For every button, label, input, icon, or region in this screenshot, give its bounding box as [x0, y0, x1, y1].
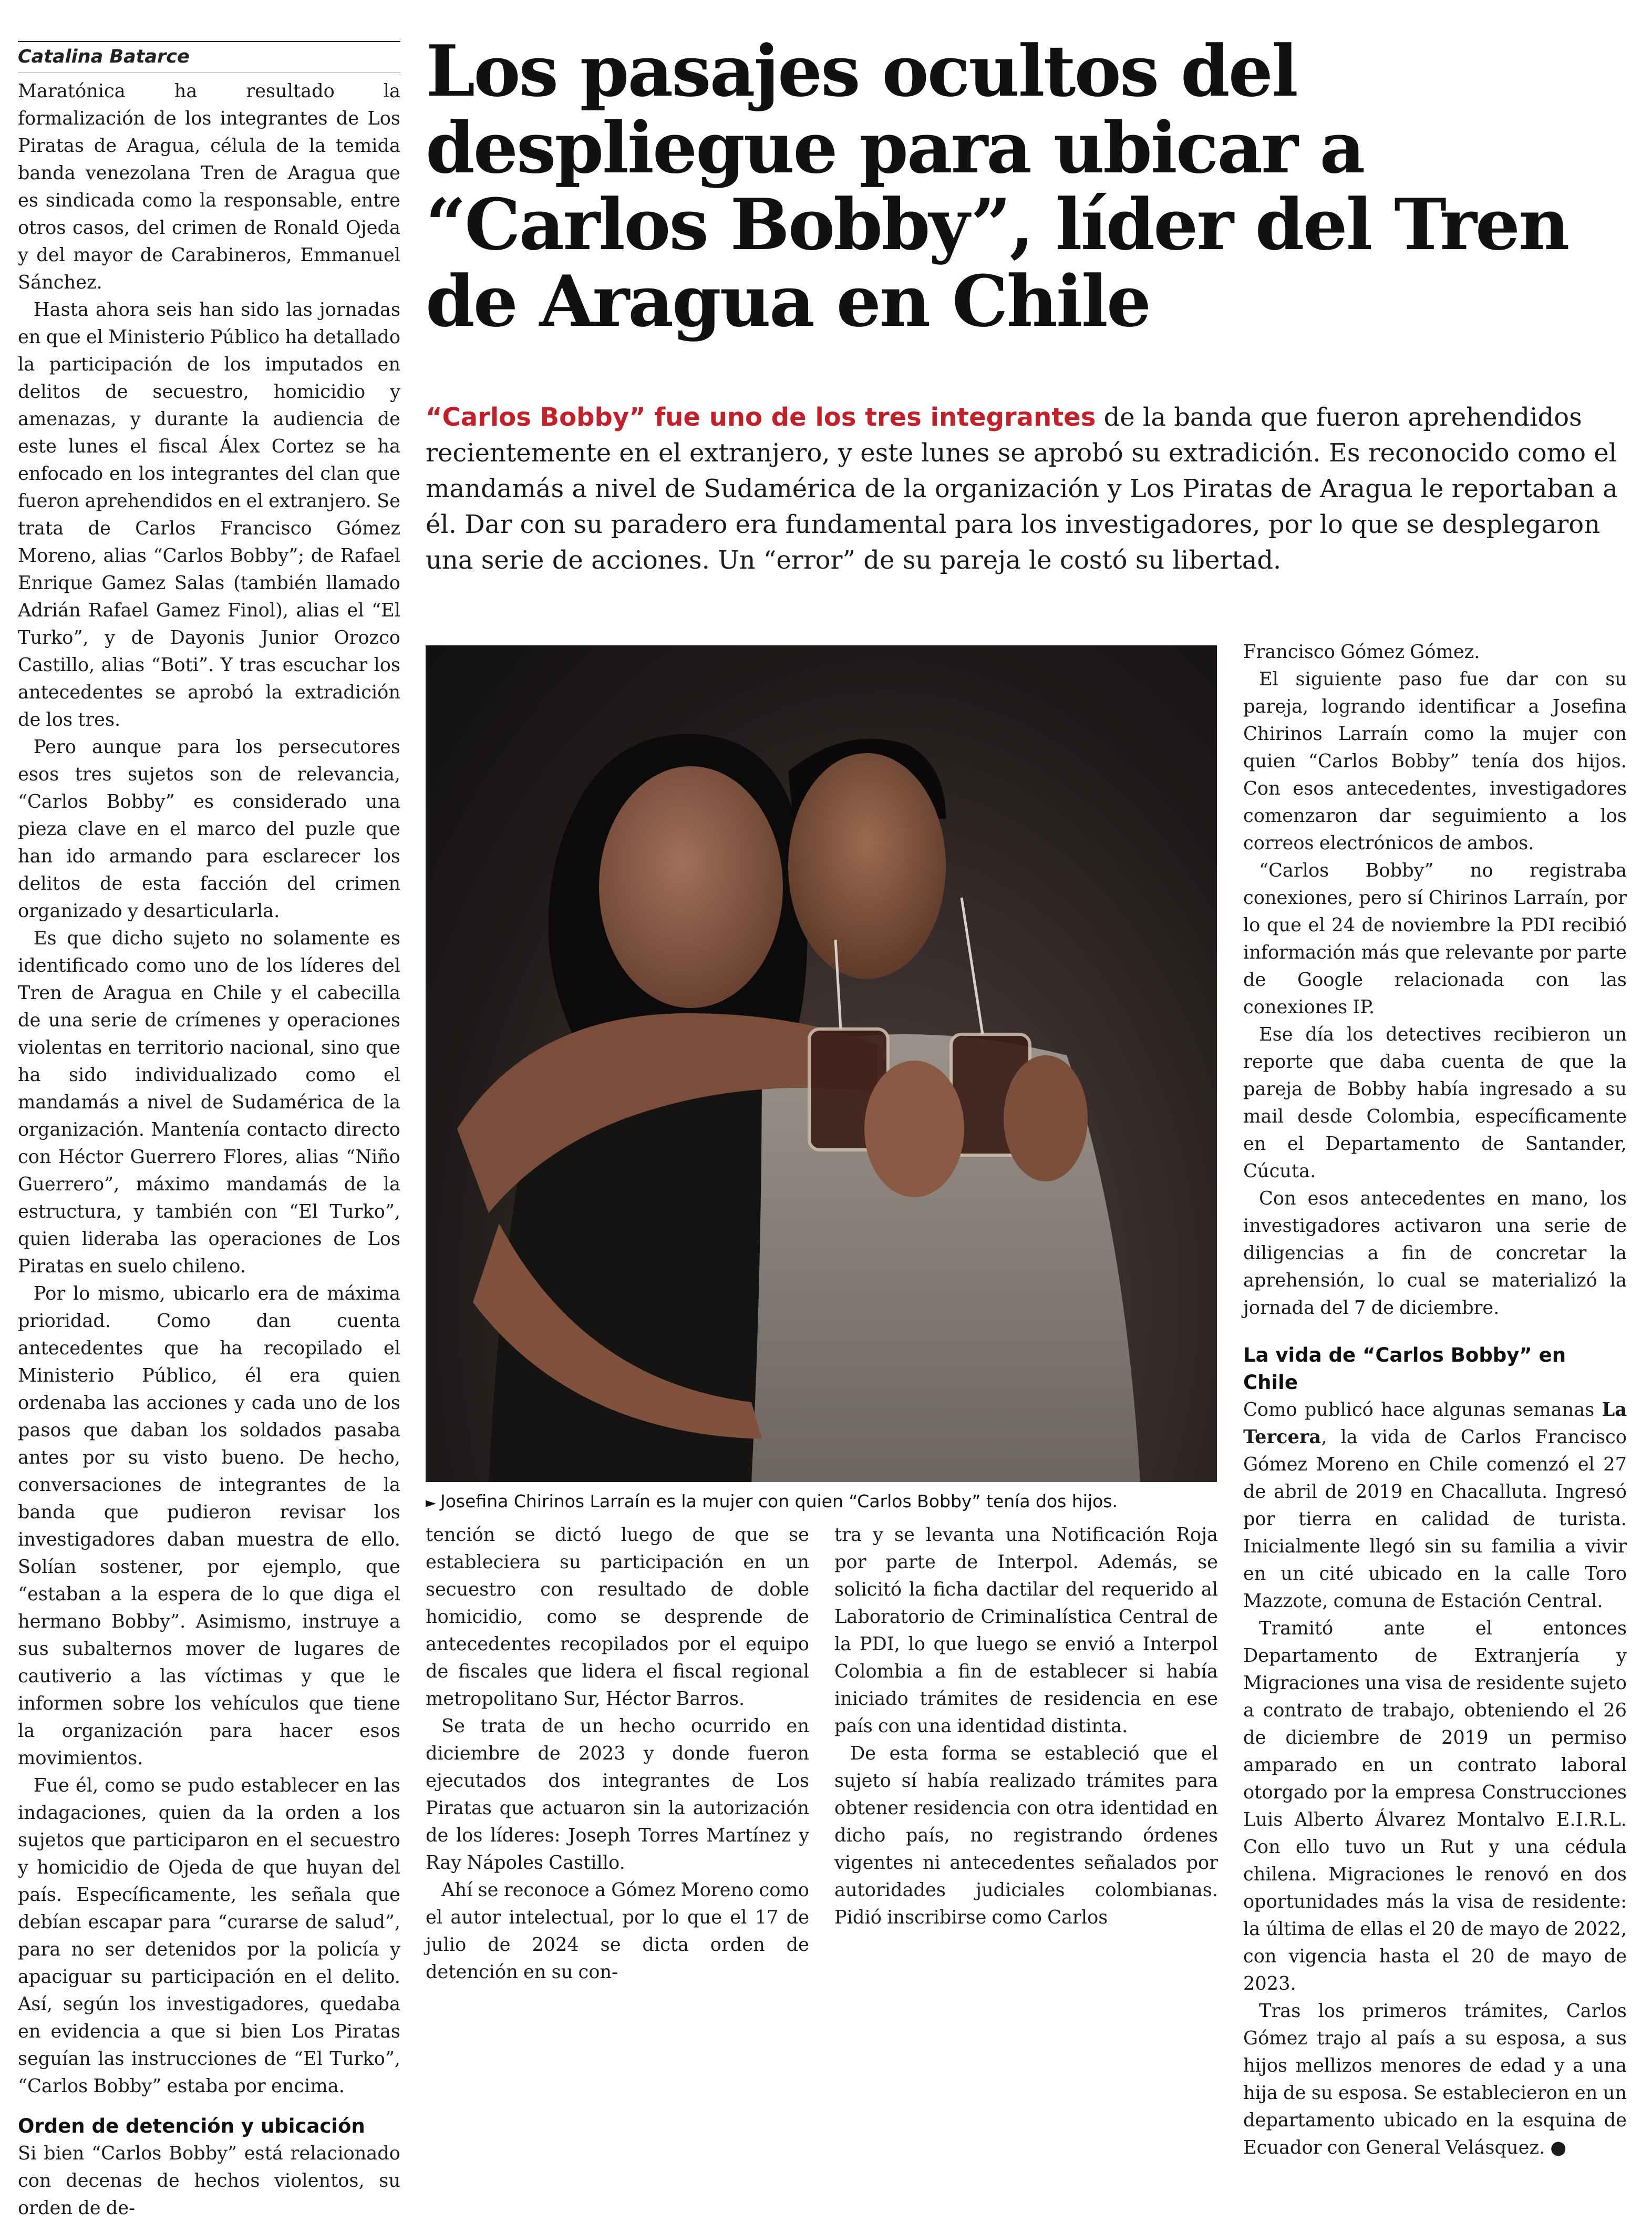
- end-mark-icon: ●: [1550, 2137, 1567, 2158]
- paragraph: tra y se levanta una Notificación Roja por parte de Interpol. Además, se solicitó la ficha dactilar del requerido al Laboratorio de Criminalística Central de la PDI, lo que luego se envió a Interpol Colombia a fin de establecer si había iniciado trámites de residencia en ese país con una identidad distinta.: [834, 1524, 1218, 1737]
- photo-caption: [426, 1489, 1217, 1515]
- paragraph: Pero aunque para los persecutores esos tres sujetos son de relevancia, “Carlos Bobby” es considerado una pieza clave en el marco del puzle que han ido armando para esclarecer los delitos de esta facción del crimen organizado y desarticularla.: [18, 736, 400, 922]
- paragraph: Maratónica ha resultado la formalización de los integrantes de Los Piratas de Aragua, célula de la temida banda venezolana Tren de Aragua que es sindicada como la responsable, entre otros casos, del crimen de Ronald Ojeda y del mayor de Carabineros, Emmanuel Sánchez.: [18, 80, 400, 293]
- paragraph: De esta forma se estableció que el sujeto sí había realizado trámites para obtener residencia con otra identidad en dicho país, no registrando órdenes vigentes ni antecedentes señalados por autoridades judiciales colombianas. Pidió inscribirse como Carlos: [834, 1743, 1218, 1928]
- paragraph: [1243, 1396, 1627, 1615]
- paragraph: Con esos antecedentes en mano, los investigadores activaron una serie de diligencias a fin de concretar la aprehensión, lo cual se materializó la jornada del 7 de diciembre.: [1243, 1188, 1627, 1319]
- paragraph: Es que dicho sujeto no solamente es identificado como uno de los líderes del Tren de Aragua en Chile y el cabecilla de una serie de crímenes y operaciones violentas en territorio nacional, sino que ha sido individualizado como el mandamás a nivel de Sudamérica de la organización. Mantenía contacto directo con Héctor Guerrero Flores, alias “Niño Guerrero”, máximo mandamás de la estructura, y también con “El Turko”, quien lideraba las operaciones de Los Piratas en suelo chileno.: [18, 928, 400, 1277]
- paragraph: tención se dictó luego de que se estableciera su participación en un secuestro con resultado de doble homicidio, como se desprende de antecedentes recopilados por el equipo de fiscales que lidera el fiscal regional metropolitano Sur, Héctor Barros.: [426, 1524, 809, 1710]
- publication-name: La Tercera: [1243, 1399, 1627, 1448]
- column-3: [834, 1521, 1218, 1931]
- paragraph: Hasta ahora seis han sido las jornadas en que el Ministerio Público ha detallado la participación de los imputados en delitos de secuestro, homicidio y amenazas, y durante la audiencia de este lunes el fiscal Álex Cortez se ha enfocado en los integrantes del clan que fueron aprehendidos en el extranjero. Se trata de Carlos Francisco Gómez Moreno, alias “Carlos Bobby”; de Rafael Enrique Gamez Salas (también llamado Adrián Rafael Gamez Finol), alias el “El Turko”, y de Dayonis Junior Orozco Castillo, alias “Boti”. Y tras escuchar los antecedentes se aprobó la extradición de los tres.: [18, 299, 400, 731]
- paragraph: Tramitó ante el entonces Departamento de Extranjería y Migraciones una visa de residente sujeto a contrato de trabajo, obteniendo el 26 de diciembre de 2019 un permiso amparado en un contrato laboral otorgado por la empresa Construcciones Luis Alberto Álvarez Montalvo E.I.R.L. Con ello tuvo un Rut y una cédula chilena. Migraciones le renovó en dos oportunidades más la visa de residente: la última de ellas el 20 de mayo de 2022, con vigencia hasta el 20 de mayo de 2023.: [1243, 1618, 1627, 1994]
- news-photo: [426, 645, 1217, 1482]
- paragraph: [1243, 1998, 1627, 2162]
- paragraph: Por lo mismo, ubicarlo era de máxima prioridad. Como dan cuenta antecedentes que ha recopilado el Ministerio Público, él era quien ordenaba las acciones y cada uno de los pasos que daban los soldados pasaba antes por su visto bueno. De hecho, conversaciones de integrantes de la banda que pudieron revisar los investigadores daban muestra de ello. Solían sostener, por ejemplo, que “estaban a la espera de lo que diga el hermano Bobby”. Asimismo, instruye a sus subalternos mover de lugares de cautiverio a las víctimas y que le informen sobre los vehículos que tiene la organización para hacer esos movimientos.: [18, 1283, 400, 1769]
- paragraph: El siguiente paso fue dar con su pareja, logrando identificar a Josefina Chirinos Larraín como la mujer con quien “Carlos Bobby” tenía dos hijos. Con esos antecedentes, investigadores comenzaron dar seguimiento a los correos electrónicos de ambos.: [1243, 668, 1627, 854]
- paragraph: Si bien “Carlos Bobby” está relacionado con decenas de hechos violentos, su orden de de-: [18, 2143, 400, 2219]
- column-1: [18, 78, 400, 2222]
- paragraph: Ese día los detectives recibieron un reporte que daba cuenta de que la pareja de Bobby había ingresado a su mail desde Colombia, específicamente en el Departamento de Santander, Cúcuta.: [1243, 1024, 1627, 1182]
- text-span: , la vida de Carlos Francisco Gómez Moreno en Chile comenzó el 27 de abril de 2019 en Chacalluta. Ingresó por tierra en calidad de turista. Inicialmente llegó sin su familia a vivir en un cité ubicado en la calle Toro Mazzote, comuna de Estación Central.: [1243, 1426, 1627, 1612]
- deck-lead: “Carlos Bobby” fue uno de los tres integrantes: [426, 403, 1096, 432]
- caption-arrow-icon: ►: [426, 1495, 436, 1511]
- subheading: La vida de “Carlos Bobby” en Chile: [1243, 1344, 1566, 1394]
- deck-text: de la banda que fueron aprehendidos recientemente en el extranjero, y este lunes se aprobó su extradición. Es reconocido como el mandamás a nivel de Sudamérica de la organización y Los Piratas de Aragua le reportaban a él. Dar con su paradero era fundamental para los investigadores, por lo que se desplegaron una serie de acciones. Un “error” de su pareja le costó su libertad.: [426, 403, 1618, 575]
- paragraph: Francisco Gómez Gómez.: [1243, 641, 1480, 663]
- photo-illustration: [426, 645, 1217, 1482]
- paragraph: Se trata de un hecho ocurrido en diciembre de 2023 y donde fueron ejecutados dos integrantes de Los Piratas que actuaron sin la autorización de los líderes: Joseph Torres Martínez y Ray Nápoles Castillo.: [426, 1715, 809, 1874]
- deck: [426, 399, 1629, 578]
- headline: Los pasajes ocultos del despliegue para ubicar a “Carlos Bobby”, líder del Tren de Aragua en Chile: [426, 29, 1568, 343]
- column-4: [1243, 639, 1627, 2162]
- caption-text: Josefina Chirinos Larraín es la mujer con quien “Carlos Bobby” tenía dos hijos.: [440, 1491, 1118, 1511]
- subheading: Orden de detención y ubicación: [18, 2115, 365, 2137]
- byline: Catalina Batarce: [18, 41, 400, 73]
- paragraph: “Carlos Bobby” no registraba conexiones, pero sí Chirinos Larraín, por lo que el 24 de noviembre la PDI recibió información más que relevante por parte de Google relacionada con las conexiones IP.: [1243, 860, 1627, 1018]
- paragraph: Fue él, como se pudo establecer en las indagaciones, quien da la orden a los sujetos que participaron en el secuestro y homicidio de Ojeda de que huyan del país. Específicamente, les señala que debían escapar para “curarse de salud”, para no ser detenidos por la policía y apaciguar su participación en el delito. Así, según los investigadores, quedaba en evidencia a que si bien Los Piratas seguían las instrucciones de “El Turko”, “Carlos Bobby” estaba por encima.: [18, 1775, 400, 2097]
- paragraph: Ahí se reconoce a Gómez Moreno como el autor intelectual, por lo que el 17 de julio de 2024 se dicta orden de detención en su con-: [426, 1879, 809, 1983]
- column-2: [426, 1521, 809, 1986]
- text-span: Como publicó hace algunas semanas: [1243, 1399, 1602, 1421]
- text-span: Tras los primeros trámites, Carlos Gómez trajo al país a su esposa, a sus hijos mellizos menores de edad y a una hija de su esposa. Se establecieron en un departamento ubicado en la esquina de Ecuador con General Velásquez.: [1243, 2000, 1627, 2158]
